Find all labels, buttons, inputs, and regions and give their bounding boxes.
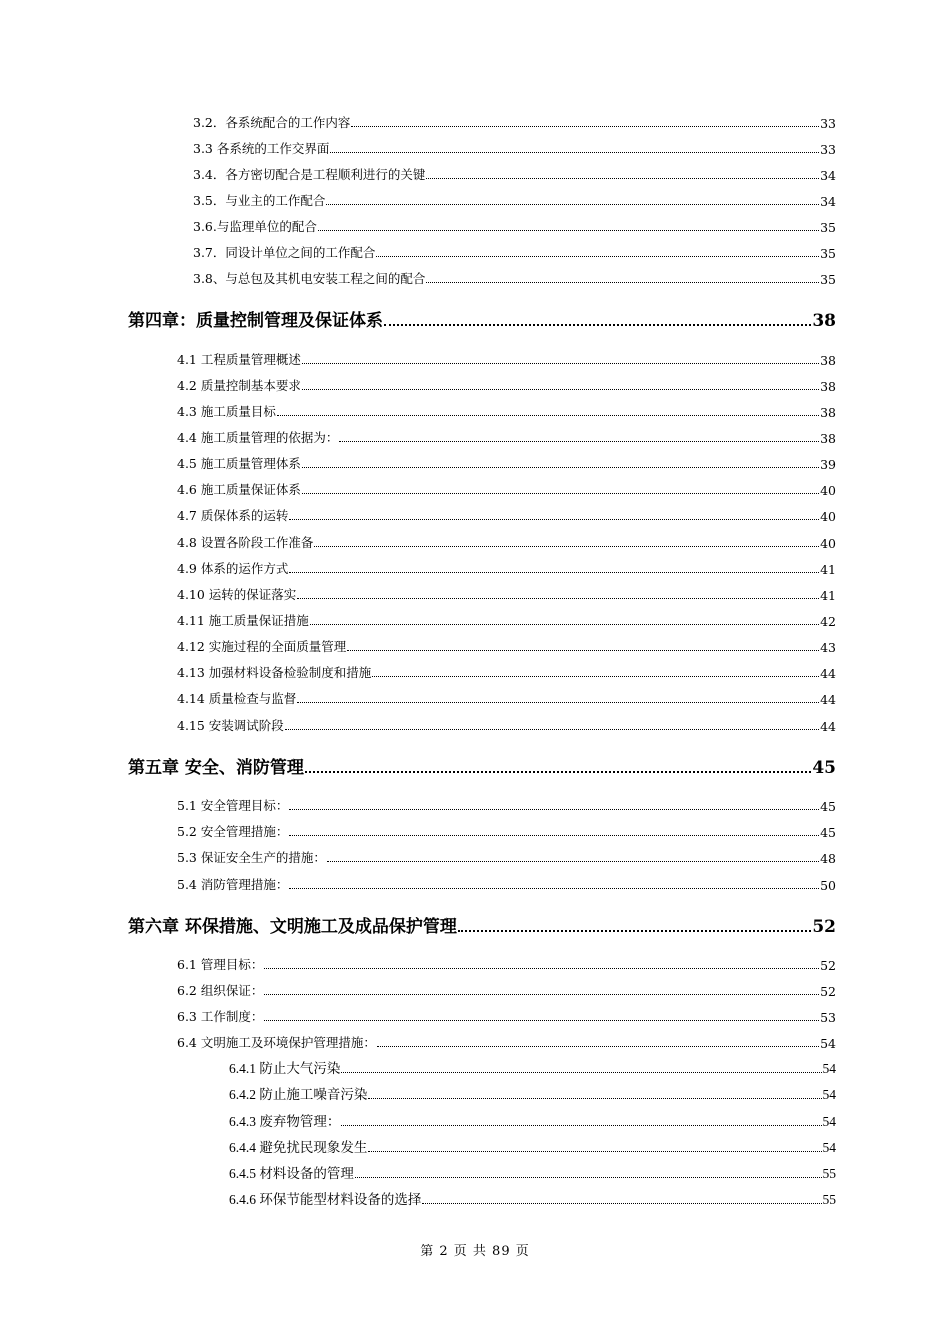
toc-entry[interactable]: [177, 875, 836, 893]
dot-leader: [264, 994, 819, 995]
toc-entry-page-number: 34: [820, 168, 836, 183]
toc-entry-title: 3.2．各系统配合的工作内容: [193, 115, 351, 130]
toc-entry[interactable]: [177, 1007, 836, 1025]
toc-entry[interactable]: [177, 402, 836, 420]
toc-entry-page-number: 38: [820, 353, 836, 368]
toc-entry-page-number: 45: [820, 825, 836, 840]
dot-leader: [277, 415, 819, 416]
toc-entry[interactable]: [177, 637, 836, 655]
toc-entry-page-number: 44: [820, 719, 836, 734]
toc-entry[interactable]: [177, 689, 836, 707]
toc-entry-title: 6.4 文明施工及环境保护管理措施：: [177, 1035, 376, 1050]
toc-entry-title: 4.12 实施过程的全面质量管理: [177, 639, 347, 654]
toc-entry[interactable]: [177, 350, 836, 368]
toc-entry-page-number: 40: [820, 509, 836, 524]
toc-entry[interactable]: [177, 611, 836, 629]
toc-entry-title: 4.6 施工质量保证体系: [177, 482, 301, 497]
toc-entry[interactable]: [193, 165, 836, 183]
toc-entry[interactable]: [177, 663, 836, 681]
toc-entry-title: 4.3 施工质量目标: [177, 404, 276, 419]
toc-entry-title: 4.2 质量控制基本要求: [177, 378, 301, 393]
toc-entry[interactable]: [177, 559, 836, 577]
toc-entry-page-number: 34: [820, 194, 836, 209]
toc-chapter-entry[interactable]: [128, 913, 836, 937]
dot-leader: [289, 572, 819, 573]
toc-entry-page-number: 52: [820, 984, 836, 999]
toc-entry-page-number: 52: [820, 958, 836, 973]
toc-entry-title: 3.7．同设计单位之间的工作配合: [193, 245, 376, 260]
toc-entry-title: 4.8 设置各阶段工作准备: [177, 535, 314, 550]
dot-leader: [302, 493, 819, 494]
dot-leader: [351, 126, 819, 127]
dot-leader: [422, 1203, 821, 1204]
toc-entry-title: 4.11 施工质量保证措施: [177, 613, 309, 628]
toc-entry-page-number: 39: [820, 457, 836, 472]
toc-entry-title: 5.4 消防管理措施：: [177, 877, 289, 892]
dot-leader: [426, 178, 819, 179]
toc-entry-title: 4.5 施工质量管理体系: [177, 456, 301, 471]
toc-entry[interactable]: [229, 1138, 836, 1156]
toc-entry-title: 6.4.6 环保节能型材料设备的选择: [229, 1192, 422, 1207]
toc-entry[interactable]: [177, 506, 836, 524]
toc-entry-title: 4.13 加强材料设备检验制度和措施: [177, 665, 372, 680]
toc-entry-title: 6.4.5 材料设备的管理: [229, 1166, 354, 1181]
dot-leader: [297, 702, 819, 703]
dot-leader: [302, 389, 819, 390]
toc-entry[interactable]: [193, 243, 836, 261]
toc-entry[interactable]: [177, 981, 836, 999]
dot-leader: [384, 324, 811, 326]
dot-leader: [318, 230, 819, 231]
toc-entry-title: 5.3 保证安全生产的措施：: [177, 850, 326, 865]
toc-entry[interactable]: [177, 796, 836, 814]
dot-leader: [264, 968, 819, 969]
toc-entry[interactable]: [193, 139, 836, 157]
toc-entry[interactable]: [177, 376, 836, 394]
toc-entry-page-number: 38: [812, 311, 836, 331]
dot-leader: [264, 1020, 819, 1021]
toc-entry-title: 6.4.4 避免扰民现象发生: [229, 1140, 368, 1155]
toc-entry-page-number: 40: [820, 536, 836, 551]
toc-entry-title: 6.3 工作制度：: [177, 1009, 264, 1024]
toc-entry[interactable]: [193, 269, 836, 287]
toc-entry-page-number: 54: [822, 1140, 836, 1155]
toc-entry-page-number: 42: [820, 614, 836, 629]
toc-entry-title: 6.4.3 废弃物管理：: [229, 1114, 341, 1129]
toc-entry[interactable]: [193, 217, 836, 235]
toc-entry[interactable]: [229, 1059, 836, 1077]
toc-entry[interactable]: [229, 1085, 836, 1103]
dot-leader: [377, 1046, 819, 1047]
toc-entry-page-number: 54: [822, 1061, 836, 1076]
dot-leader: [426, 282, 819, 283]
toc-entry[interactable]: [193, 113, 836, 131]
dot-leader: [285, 729, 819, 730]
toc-entry-page-number: 38: [820, 431, 836, 446]
toc-entry-title: 第五章 安全、消防管理: [128, 758, 304, 778]
dot-leader: [458, 930, 811, 932]
toc-entry-title: 4.4 施工质量管理的依据为：: [177, 430, 339, 445]
toc-entry[interactable]: [177, 955, 836, 973]
dot-leader: [368, 1098, 821, 1099]
dot-leader: [341, 1125, 821, 1126]
toc-entry-title: 第四章：质量控制管理及保证体系: [128, 311, 383, 331]
dot-leader: [297, 598, 819, 599]
dot-leader: [339, 441, 819, 442]
toc-entry-page-number: 38: [820, 405, 836, 420]
toc-entry-title: 5.2 安全管理措施：: [177, 824, 289, 839]
toc-entry-title: 3.5．与业主的工作配合: [193, 193, 326, 208]
toc-entry-title: 4.15 安装调试阶段: [177, 718, 284, 733]
toc-entry-title: 6.2 组织保证：: [177, 983, 264, 998]
toc-entry-title: 6.1 管理目标：: [177, 957, 264, 972]
dot-leader: [330, 152, 819, 153]
dot-leader: [341, 1072, 821, 1073]
toc-entry-page-number: 54: [822, 1087, 836, 1102]
toc-entry[interactable]: [177, 822, 836, 840]
toc-entry-page-number: 53: [820, 1010, 836, 1025]
toc-entry-title: 5.1 安全管理目标：: [177, 798, 289, 813]
toc-entry[interactable]: [177, 533, 836, 551]
toc-entry-page-number: 55: [822, 1166, 836, 1181]
toc-entry-page-number: 41: [820, 588, 836, 603]
dot-leader: [302, 467, 819, 468]
toc-chapter-entry[interactable]: [128, 754, 836, 778]
toc-entry-page-number: 33: [820, 142, 836, 157]
toc-entry-page-number: 40: [820, 483, 836, 498]
dot-leader: [355, 1177, 822, 1178]
toc-entry-title: 6.4.1 防止大气污染: [229, 1061, 341, 1076]
dot-leader: [289, 809, 819, 810]
toc-entry-page-number: 44: [820, 666, 836, 681]
page-footer: 第 2 页 共 89 页: [420, 1244, 530, 1259]
toc-entry[interactable]: [177, 428, 836, 446]
toc-entry[interactable]: [177, 585, 836, 603]
toc-entry-page-number: 48: [820, 851, 836, 866]
toc-entry[interactable]: [229, 1190, 836, 1208]
toc-entry-page-number: 55: [822, 1192, 836, 1207]
toc-entry-page-number: 45: [812, 758, 836, 778]
toc-entry-title: 4.14 质量检查与监督: [177, 691, 297, 706]
toc-entry[interactable]: [177, 716, 836, 734]
toc-entry-page-number: 35: [820, 246, 836, 261]
dot-leader: [368, 1151, 821, 1152]
dot-leader: [289, 519, 819, 520]
toc-entry-page-number: 52: [812, 917, 836, 937]
dot-leader: [310, 624, 819, 625]
toc-entry-title: 4.7 质保体系的运转: [177, 508, 289, 523]
dot-leader: [302, 363, 819, 364]
toc-entry-page-number: 45: [820, 799, 836, 814]
toc-entry[interactable]: [229, 1164, 836, 1182]
toc-entry-page-number: 41: [820, 562, 836, 577]
toc-entry-page-number: 33: [820, 116, 836, 131]
toc-entry-page-number: 44: [820, 692, 836, 707]
dot-leader: [289, 835, 819, 836]
toc-entry-page-number: 35: [820, 272, 836, 287]
toc-entry-page-number: 38: [820, 379, 836, 394]
dot-leader: [376, 256, 819, 257]
toc-entry[interactable]: [177, 1033, 836, 1051]
dot-leader: [326, 204, 819, 205]
toc-entry-page-number: 50: [820, 878, 836, 893]
toc-entry-page-number: 35: [820, 220, 836, 235]
toc-entry-title: 3.6.与监理单位的配合: [193, 219, 317, 234]
toc-entry-title: 4.10 运转的保证落实: [177, 587, 297, 602]
toc-entry-title: 3.3 各系统的工作交界面: [193, 141, 330, 156]
toc-entry[interactable]: [177, 454, 836, 472]
dot-leader: [327, 861, 819, 862]
toc-entry-title: 4.9 体系的运作方式: [177, 561, 289, 576]
toc-entry[interactable]: [177, 480, 836, 498]
toc-entry-page-number: 54: [820, 1036, 836, 1051]
toc-entry-title: 6.4.2 防止施工噪音污染: [229, 1087, 368, 1102]
dot-leader: [372, 676, 819, 677]
toc-entry-page-number: 43: [820, 640, 836, 655]
dot-leader: [347, 650, 819, 651]
toc-entry-page-number: 54: [822, 1114, 836, 1129]
toc-entry-title: 4.1 工程质量管理概述: [177, 352, 301, 367]
toc-entry[interactable]: [229, 1112, 836, 1130]
toc-entry-title: 3.4．各方密切配合是工程顺利进行的关键: [193, 167, 426, 182]
toc-chapter-entry[interactable]: [128, 307, 836, 331]
toc-entry-title: 3.8、与总包及其机电安装工程之间的配合: [193, 271, 426, 286]
dot-leader: [314, 546, 819, 547]
toc-entry[interactable]: [177, 848, 836, 866]
toc-entry-title: 第六章 环保措施、文明施工及成品保护管理: [128, 917, 457, 937]
toc-entry[interactable]: [193, 191, 836, 209]
dot-leader: [289, 888, 819, 889]
dot-leader: [305, 771, 811, 773]
